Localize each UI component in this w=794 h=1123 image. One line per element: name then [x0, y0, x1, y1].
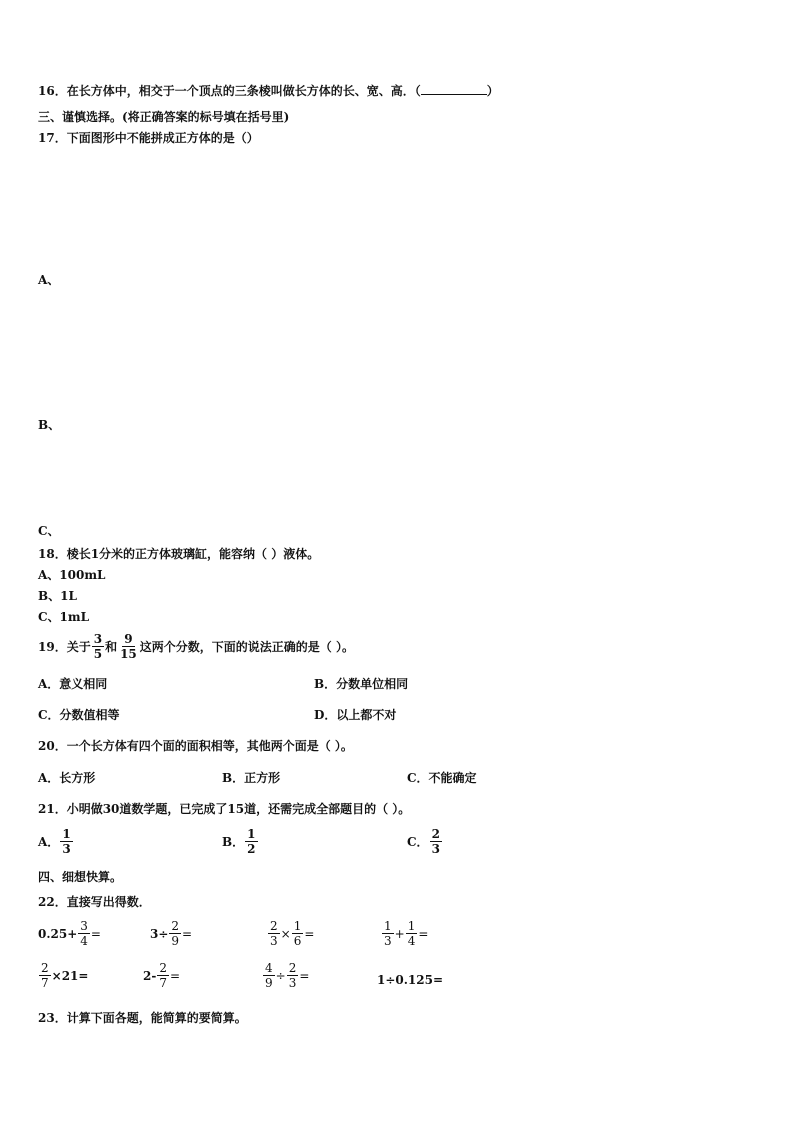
q20-option-c[interactable]: C．不能确定: [407, 771, 477, 785]
question-19-mid: 和: [105, 640, 118, 654]
calc-expression-1: 0.25+ $\frac{3}{4}$ =: [38, 919, 101, 948]
q17-option-a[interactable]: A、: [38, 273, 60, 287]
fraction-9-15: $\frac{9}{15}$: [120, 632, 137, 661]
section-3-heading: 三、谨慎选择。(将正确答案的标号填在括号里): [38, 110, 290, 124]
q18-option-a[interactable]: A、100mL: [38, 568, 106, 582]
question-22: 22．直接写出得数．: [38, 895, 151, 909]
fraction-1-2: $\frac{1}{2}$: [247, 827, 256, 856]
calc-expression-5: $\frac{2}{7}$ ×21=: [41, 961, 89, 990]
question-16: [38, 83, 499, 99]
question-19: [38, 633, 354, 660]
answer-blank[interactable]: [421, 83, 487, 95]
q19-option-a[interactable]: A．意义相同: [38, 677, 108, 691]
question-17: 17．下面图形中不能拼成正方体的是（）: [38, 131, 259, 145]
question-16-close: ）: [486, 84, 499, 98]
fraction-3-5: $\frac{3}{5}$: [93, 632, 103, 661]
q17-option-b[interactable]: B、: [38, 418, 61, 432]
q19-option-d[interactable]: D．以上都不对: [314, 708, 397, 722]
calc-expression-4: $\frac{1}{3}$ + $\frac{1}{4}$ =: [384, 919, 429, 948]
q20-option-b[interactable]: B．正方形: [222, 771, 281, 785]
question-19-suffix: 这两个分数，下面的说法正确的是（ ）。: [139, 640, 354, 654]
q18-option-c[interactable]: C、1mL: [38, 610, 90, 624]
question-23: 23．计算下面各题，能简算的要简算。: [38, 1011, 247, 1025]
q19-option-c[interactable]: C．分数值相等: [38, 708, 120, 722]
q21-option-c[interactable]: C． $\frac{2}{3}$: [407, 827, 440, 856]
calc-expression-8: 1÷0.125=: [377, 973, 444, 987]
q19-option-b[interactable]: B．分数单位相同: [314, 677, 409, 691]
question-19-prefix: 19．关于: [38, 640, 91, 654]
question-21: 21．小明做30道数学题，已完成了15道，还需完成全部题目的（ ）。: [38, 802, 411, 816]
q20-option-a[interactable]: A．长方形: [38, 771, 96, 785]
question-18: 18．棱长1分米的正方体玻璃缸，能容纳（ ）液体。: [38, 547, 320, 561]
calc-expression-6: 2- $\frac{2}{7}$ =: [143, 961, 181, 990]
q21-option-a[interactable]: A． $\frac{1}{3}$: [38, 827, 71, 856]
q17-option-c[interactable]: C、: [38, 524, 60, 538]
question-16-text: 16．在长方体中，相交于一个顶点的三条棱叫做长方体的长、宽、高．（: [38, 84, 421, 98]
calc-expression-7: $\frac{4}{9}$ ÷ $\frac{2}{3}$ =: [265, 961, 310, 990]
q18-option-b[interactable]: B、1L: [38, 589, 77, 603]
section-4-heading: 四、细想快算。: [38, 870, 123, 884]
fraction-1-3: $\frac{1}{3}$: [62, 827, 71, 856]
q21-option-b[interactable]: B． $\frac{1}{2}$: [222, 827, 256, 856]
calc-expression-2: 3÷ $\frac{2}{9}$ =: [150, 919, 193, 948]
fraction-2-3: $\frac{2}{3}$: [431, 827, 440, 856]
calc-expression-3: $\frac{2}{3}$ × $\frac{1}{6}$ =: [270, 919, 315, 948]
question-20: 20．一个长方体有四个面的面积相等，其他两个面是（ ）。: [38, 739, 353, 753]
